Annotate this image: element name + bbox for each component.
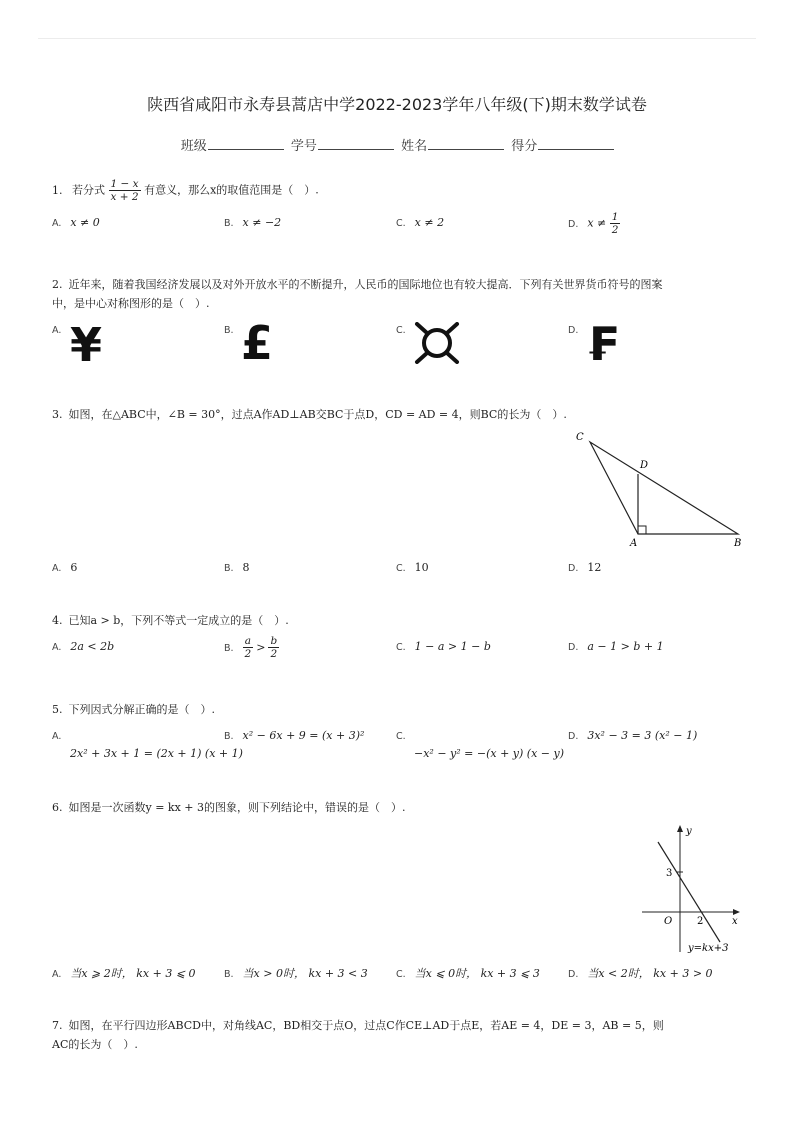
question-stem-cont: 有意义，那么x的取值范围是（ ）.	[144, 183, 319, 197]
q5-option-a-text: 2x² + 3x + 1 = (2x + 1) (x + 1)	[70, 747, 243, 760]
option-text: 12	[587, 561, 602, 574]
question-1	[52, 178, 319, 203]
q1-option-c[interactable]: C. x ≠ 2	[396, 216, 445, 229]
q3-option-b[interactable]: B. 8	[224, 561, 250, 574]
x-intercept-label: 2	[697, 916, 704, 927]
option-text: a − 1 > b + 1	[587, 640, 664, 653]
franc-symbol-icon: ₣	[586, 317, 619, 371]
question-2-line-2	[52, 295, 210, 313]
currency-sign-icon	[414, 322, 460, 364]
q1-option-b[interactable]: B. x ≠ −2	[224, 216, 282, 229]
question-number: 2.	[52, 278, 63, 291]
student-info-row	[0, 135, 794, 154]
q4-option-b[interactable]: B. $\frac{a}{2}$ > $\frac{b}{2}$	[224, 635, 278, 660]
q2-option-d[interactable]: D.	[568, 325, 579, 336]
y-intercept-label: 3	[666, 868, 673, 879]
question-number: 1.	[52, 183, 63, 197]
question-5	[52, 701, 215, 719]
q6-option-d[interactable]: D. 当x < 2时， kx + 3 > 0	[568, 967, 713, 980]
fraction	[610, 211, 621, 236]
operator: >	[256, 640, 266, 654]
option-text: 2a < 2b	[70, 640, 115, 653]
y-axis-label: y	[686, 826, 692, 837]
q2-option-c[interactable]: C.	[396, 325, 406, 336]
fraction-denominator: x + 2	[110, 191, 139, 203]
yuan-symbol-icon: ¥	[70, 318, 103, 372]
q5-option-d[interactable]: D. 3x² − 3 = 3 (x² − 1)	[568, 729, 698, 742]
question-stem: 如图是一次函数y = kx + 3的图象，则下列结论中，错误的是（ ）.	[68, 801, 406, 814]
page-top-rule	[38, 38, 756, 39]
option-text: x² − 6x + 9 = (x + 3)²	[242, 729, 365, 742]
fraction-numerator: 1	[611, 211, 619, 223]
question-7-line-2	[52, 1036, 138, 1054]
question-number: 4.	[52, 614, 63, 627]
option-text: 当x > 0时， kx + 3 < 3	[242, 967, 368, 980]
q4-option-c[interactable]: C. 1 − a > 1 − b	[396, 640, 491, 653]
option-text: x ≠ 2	[414, 216, 445, 229]
q1-option-d[interactable]: D. x ≠ $\frac{1}{2}$	[568, 211, 619, 236]
student-id-blank[interactable]	[318, 139, 394, 150]
q4-option-d[interactable]: D. a − 1 > b + 1	[568, 640, 664, 653]
option-text: x ≠	[587, 216, 610, 230]
q2-option-a[interactable]: A.	[52, 325, 62, 336]
student-id-label: 学号	[290, 139, 317, 154]
q6-option-b[interactable]: B. 当x > 0时， kx + 3 < 3	[224, 967, 368, 980]
fraction: $\frac{b}{2}$	[270, 635, 278, 660]
question-4	[52, 612, 289, 630]
fraction-numerator: 1 − x	[110, 178, 139, 190]
question-number: 5.	[52, 703, 63, 716]
q5-option-c-text: −x² − y² = −(x + y) (x − y)	[414, 747, 565, 760]
option-text: 8	[242, 561, 250, 574]
question-3	[52, 406, 567, 424]
option-text: 6	[70, 561, 78, 574]
pound-symbol-icon: £	[241, 316, 274, 370]
score-blank[interactable]	[538, 139, 614, 150]
question-number: 7.	[52, 1019, 63, 1032]
question-stem: 下列因式分解正确的是（ ）.	[68, 703, 215, 716]
linear-function-graph	[640, 820, 750, 958]
question-7	[52, 1017, 664, 1035]
option-text: 1 − a > 1 − b	[414, 640, 491, 653]
question-stem-cont: AC的长为（ ）.	[52, 1038, 138, 1051]
question-stem: 如图，在平行四边形ABCD中，对角线AC，BD相交于点O，过点C作CE⊥AD于点E，若AE = 4，DE = 3，AB = 5，则	[68, 1019, 664, 1032]
q5-option-c[interactable]: C.	[396, 731, 406, 742]
line-equation-label: y=kx+3	[688, 943, 729, 954]
option-text: 当x ⩽ 0时， kx + 3 ⩽ 3	[414, 967, 540, 980]
q6-option-a[interactable]: A. 当x ⩾ 2时， kx + 3 ⩽ 0	[52, 967, 196, 980]
name-label: 姓名	[401, 139, 428, 154]
exam-title: 陕西省咸阳市永寿县蒿店中学2022-2023学年八年级(下)期末数学试卷	[147, 95, 647, 114]
class-label: 班级	[180, 139, 207, 154]
q6-option-c[interactable]: C. 当x ⩽ 0时， kx + 3 ⩽ 3	[396, 967, 540, 980]
origin-label: O	[664, 916, 673, 927]
triangle-abc-figure	[570, 426, 750, 552]
q2-option-b[interactable]: B.	[224, 325, 234, 336]
option-text: x ≠ −2	[242, 216, 282, 229]
option-text: x ≠ 0	[70, 216, 100, 229]
label-d: D	[640, 460, 649, 471]
x-axis-label: x	[732, 916, 738, 927]
label-a: A	[630, 538, 638, 549]
question-stem-cont: 中，是中心对称图形的是（ ）.	[52, 297, 210, 310]
question-stem: 如图，在△ABC中，∠B = 30°，过点A作AD⊥AB交BC于点D，CD = AD = 4，则BC的长为（ ）.	[68, 408, 567, 421]
label-b: B	[734, 538, 742, 549]
fraction-denominator: 2	[611, 224, 619, 236]
q3-option-a[interactable]: A. 6	[52, 561, 78, 574]
score-label: 得分	[511, 139, 538, 154]
q3-option-c[interactable]: C. 10	[396, 561, 429, 574]
q5-option-b[interactable]: B. x² − 6x + 9 = (x + 3)²	[224, 729, 365, 742]
fraction: $\frac{a}{2}$	[244, 635, 252, 660]
question-number: 6.	[52, 801, 63, 814]
question-6	[52, 799, 406, 817]
q5-option-a[interactable]: A.	[52, 731, 62, 742]
q1-option-a[interactable]: A. x ≠ 0	[52, 216, 100, 229]
option-text: 当x < 2时， kx + 3 > 0	[587, 967, 713, 980]
question-2	[52, 276, 663, 294]
question-stem: 近年来，随着我国经济发展以及对外开放水平的不断提升，人民币的国际地位也有较大提高．下列有关世界货币符号的图案	[68, 278, 663, 291]
class-blank[interactable]	[208, 139, 284, 150]
option-text: 当x ⩾ 2时， kx + 3 ⩽ 0	[70, 967, 196, 980]
question-stem: 若分式	[72, 183, 105, 197]
question-number: 3.	[52, 408, 63, 421]
q4-option-a[interactable]: A. 2a < 2b	[52, 640, 115, 653]
label-c: C	[576, 432, 584, 443]
name-blank[interactable]	[428, 139, 504, 150]
q3-option-d[interactable]: D. 12	[568, 561, 602, 574]
question-stem: 已知a > b，下列不等式一定成立的是（ ）.	[68, 614, 289, 627]
fraction	[109, 178, 141, 203]
option-text: 3x² − 3 = 3 (x² − 1)	[587, 729, 698, 742]
option-text: 10	[414, 561, 429, 574]
